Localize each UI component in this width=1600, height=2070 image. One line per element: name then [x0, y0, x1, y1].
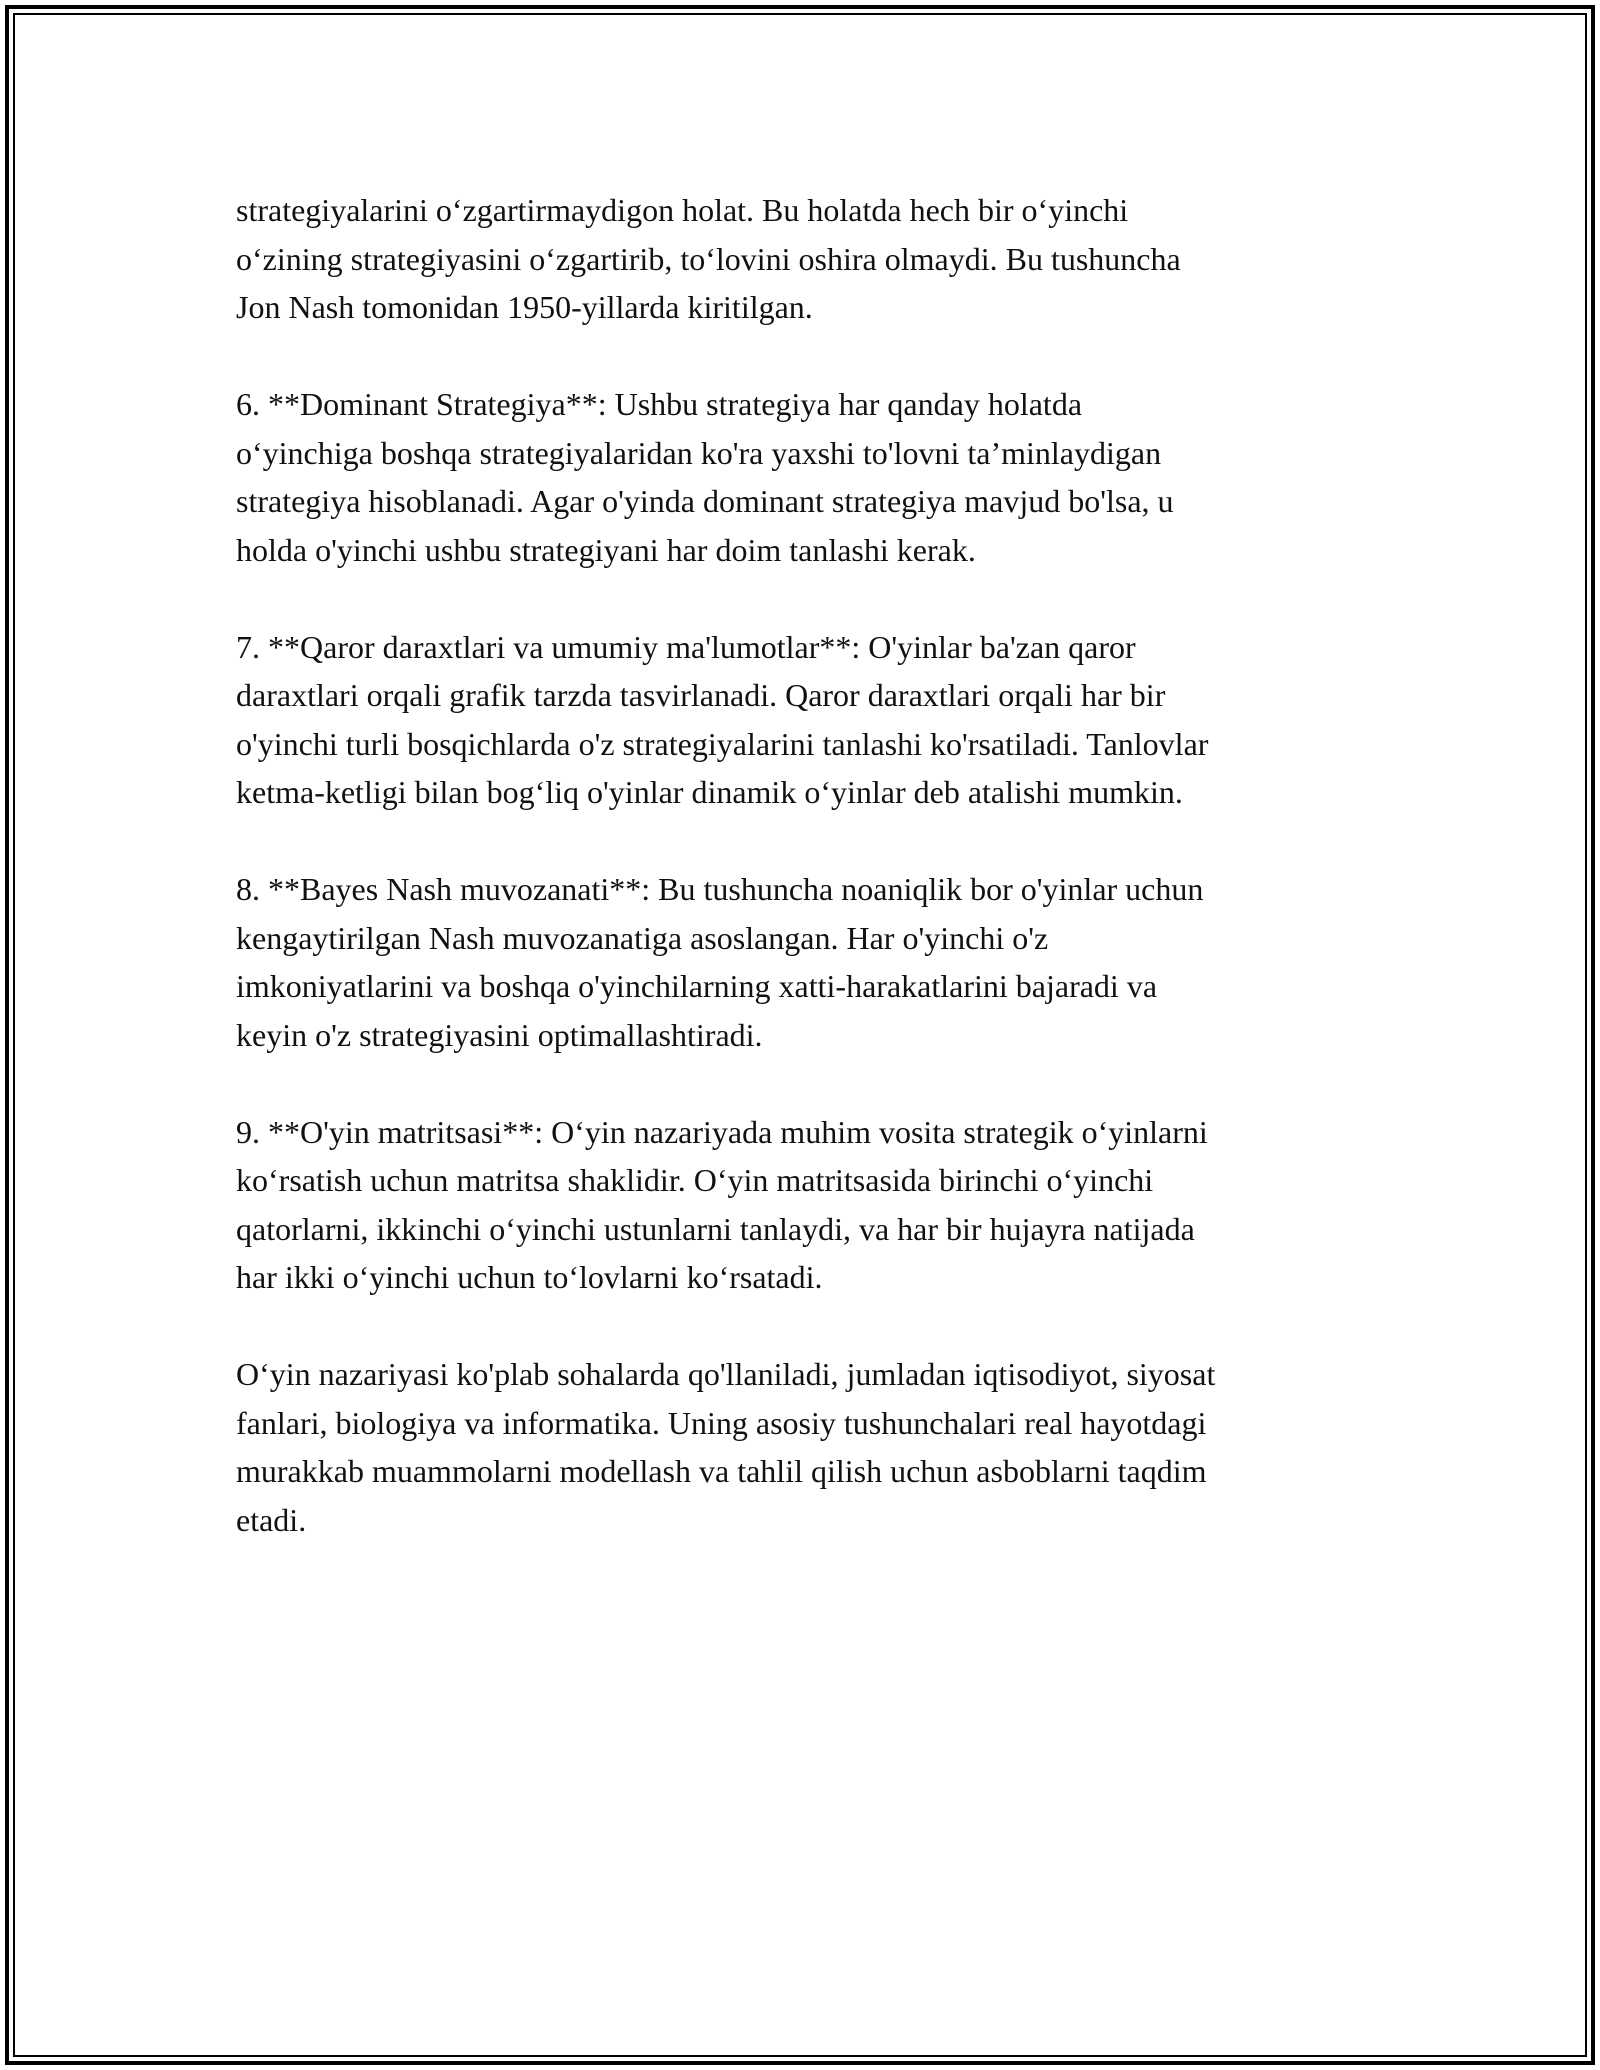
text-line: har ikki o‘yinchi uchun to‘lovlarni ko‘rsatadi.	[236, 1259, 823, 1295]
text-line: imkoniyatlarini va boshqa o'yinchilarning xatti-harakatlarini bajaradi va	[236, 968, 1158, 1004]
text-line: etadi.	[236, 1501, 307, 1538]
text-line: ko‘rsatish uchun matritsa shaklidir. O‘yin matritsasida birinchi o‘yinchi	[236, 1162, 1154, 1198]
text-line: daraxtlari orqali grafik tarzda tasvirlanadi. Qaror daraxtlari orqali har bir	[236, 677, 1166, 713]
text-line: strategiyalarini o‘zgartirmaydigon holat. Bu holatda hech bir o‘yinchi	[236, 192, 1129, 228]
text-line: 7. **Qaror daraxtlari va umumiy ma'lumotlar**: O'yinlar ba'zan qaror	[236, 628, 1136, 665]
text-line: 9. **O'yin matritsasi**: O‘yin nazariyada muhim vosita strategik o‘yinlarni	[236, 1113, 1208, 1150]
text-line: keyin o'z strategiyasini optimallashtiradi.	[236, 1016, 763, 1053]
text-line: qatorlarni, ikkinchi o‘yinchi ustunlarni tanlaydi, va har bir hujayra natijada	[236, 1210, 1195, 1247]
paragraph-nash-equilibrium-continued	[236, 186, 1376, 332]
text-line: 6. **Dominant Strategiya**: Ushbu strategiya har qanday holatda	[236, 386, 1083, 422]
paragraph-dominant-strategy	[236, 380, 1376, 574]
paragraph-bayes-nash	[236, 865, 1376, 1059]
paragraph-decision-trees	[236, 623, 1376, 817]
text-line: Jon Nash tomonidan 1950-yillarda kiritilgan.	[236, 289, 813, 325]
text-line: o'yinchi turli bosqichlarda o'z strategiyalarini tanlashi ko'rsatiladi. Tanlovlar	[236, 725, 1209, 762]
text-line: 8. **Bayes Nash muvozanati**: Bu tushuncha noaniqlik bor o'yinlar uchun	[236, 871, 1204, 907]
text-line: kengaytirilgan Nash muvozanatiga asoslangan. Har o'yinchi o'z	[236, 919, 1049, 956]
text-line: O‘yin nazariyasi ko'plab sohalarda qo'llaniladi, jumladan iqtisodiyot, siyosat	[236, 1356, 1216, 1392]
text-line: fanlari, biologiya va informatika. Uning asosiy tushunchalari real hayotdagi	[236, 1404, 1207, 1441]
document-body	[236, 186, 1376, 1593]
paragraph-game-matrix	[236, 1108, 1376, 1302]
text-line: holda o'yinchi ushbu strategiyani har doim tanlashi kerak.	[236, 531, 976, 568]
paragraph-conclusion	[236, 1350, 1376, 1544]
text-line: murakkab muammolarni modellash va tahlil qilish uchun asboblarni taqdim	[236, 1453, 1207, 1489]
text-line: ketma-ketligi bilan bog‘liq o'yinlar dinamik o‘yinlar deb atalishi mumkin.	[236, 774, 1183, 810]
text-line: o‘yinchiga boshqa strategiyalaridan ko'ra yaxshi to'lovni ta’minlaydigan	[236, 434, 1162, 471]
text-line: strategiya hisoblanadi. Agar o'yinda dominant strategiya mavjud bo'lsa, u	[236, 483, 1174, 519]
text-line: o‘zining strategiyasini o‘zgartirib, to‘lovini oshira olmaydi. Bu tushuncha	[236, 240, 1181, 277]
